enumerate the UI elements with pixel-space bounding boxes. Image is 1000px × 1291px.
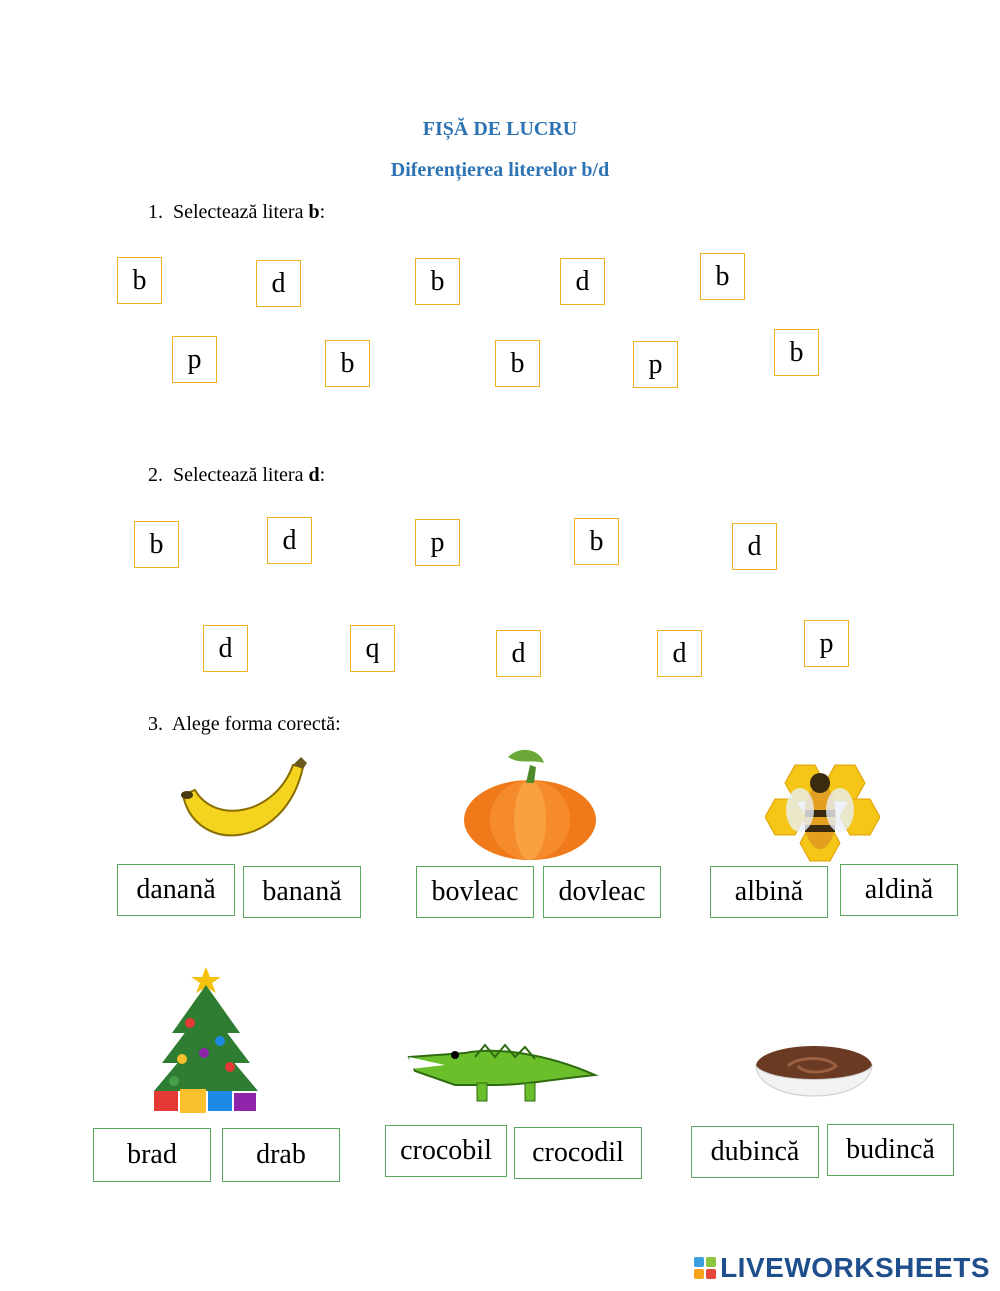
question-2-text: Selectează litera [173, 464, 309, 486]
word-option[interactable]: brad [93, 1128, 211, 1182]
christmas-tree-image [150, 963, 262, 1115]
letter-box[interactable]: d [203, 625, 248, 672]
question-2-number: 2. [148, 464, 163, 486]
worksheet-title: FIȘĂ DE LUCRU [422, 118, 578, 140]
letter-box[interactable]: d [267, 517, 312, 564]
question-1-target-letter: b [308, 201, 320, 223]
word-option[interactable]: aldină [840, 864, 958, 916]
letter-box[interactable]: b [325, 340, 370, 387]
letter-box[interactable]: b [700, 253, 745, 300]
word-option[interactable]: danană [117, 864, 235, 916]
crocodile-image [405, 1035, 600, 1107]
letter-box[interactable]: d [560, 258, 605, 305]
letter-box[interactable]: d [657, 630, 702, 677]
letter-box[interactable]: p [172, 336, 217, 383]
letter-box[interactable]: b [495, 340, 540, 387]
question-3 [148, 713, 341, 736]
letter-box[interactable]: b [415, 258, 460, 305]
letter-box[interactable]: b [574, 518, 619, 565]
pumpkin-image [460, 745, 600, 863]
letter-box[interactable]: p [633, 341, 678, 388]
word-option[interactable]: drab [222, 1128, 340, 1182]
letter-box[interactable]: d [496, 630, 541, 677]
question-2 [148, 464, 325, 487]
word-option[interactable]: budincă [827, 1124, 954, 1176]
letter-box[interactable]: b [774, 329, 819, 376]
word-option[interactable]: crocodil [514, 1127, 642, 1179]
word-option[interactable]: banană [243, 866, 361, 918]
word-option[interactable]: albină [710, 866, 828, 918]
question-1-number: 1. [148, 201, 163, 223]
liveworksheets-logo-icon [694, 1257, 716, 1279]
banana-image [175, 755, 310, 855]
question-3-number: 3. [148, 713, 163, 735]
word-option[interactable]: crocobil [385, 1125, 507, 1177]
letter-box[interactable]: q [350, 625, 395, 672]
pudding-image [748, 1026, 880, 1118]
letter-box[interactable]: d [256, 260, 301, 307]
question-2-target-letter: d [308, 464, 320, 486]
letter-box[interactable]: d [732, 523, 777, 570]
liveworksheets-brand [694, 1252, 990, 1284]
letter-box[interactable]: p [415, 519, 460, 566]
question-2-suffix: : [319, 464, 326, 486]
word-option[interactable]: bovleac [416, 866, 534, 918]
worksheet-subtitle: Diferențierea literelor b/d [390, 159, 610, 181]
question-3-text: Alege forma corectă: [171, 713, 341, 735]
brand-name: LIVEWORKSHEETS [720, 1252, 990, 1283]
question-1-text: Selectează litera [173, 201, 309, 223]
word-option[interactable]: dovleac [543, 866, 661, 918]
letter-box[interactable]: p [804, 620, 849, 667]
bee-image [765, 755, 880, 863]
word-option[interactable]: dubincă [691, 1126, 819, 1178]
question-1 [148, 201, 325, 224]
letter-box[interactable]: b [117, 257, 162, 304]
letter-box[interactable]: b [134, 521, 179, 568]
question-1-suffix: : [319, 201, 326, 223]
